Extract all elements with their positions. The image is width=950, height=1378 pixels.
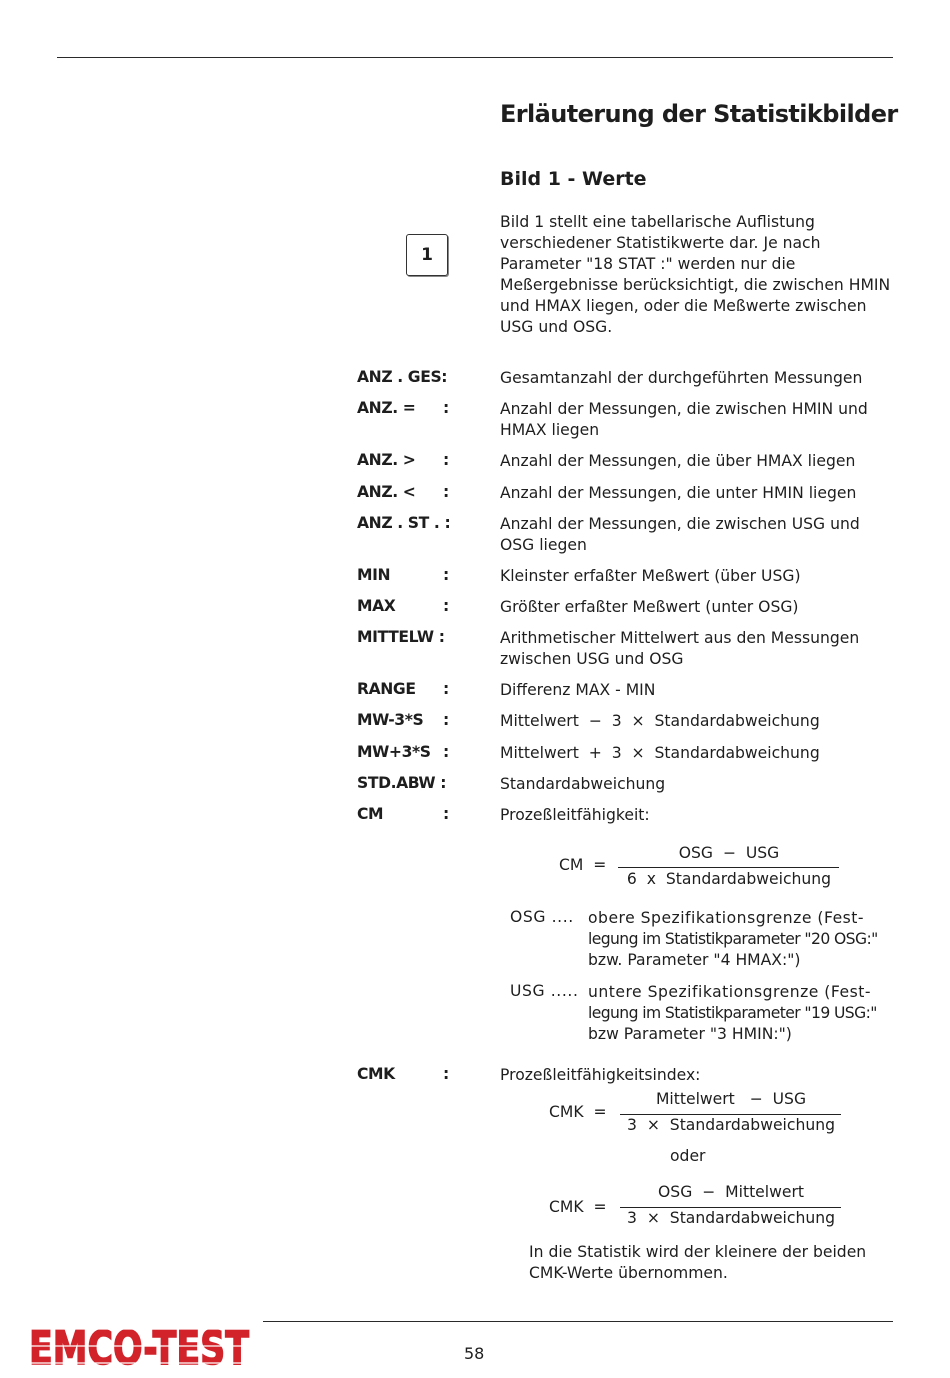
- def-term: RANGE: [357, 680, 416, 698]
- note-line: obere Spezifikationsgrenze (Fest-: [588, 909, 865, 927]
- intro-paragraph: Bild 1 stellt eine tabellarische Auflistung verschiedener Statistikwerte dar. Je nach Parameter "18 STAT :" werden nur die Meßergebnisse berücksichtigt, die zwischen HMIN und HMAX liegen, oder die Meßwerte zwischen USG und OSG.: [500, 213, 891, 336]
- page-title: Erläuterung der Statistikbilder: [500, 100, 898, 128]
- def-colon: :: [443, 1065, 450, 1083]
- softkey-1-button: [406, 234, 448, 276]
- page-number: 58: [464, 1344, 485, 1363]
- logo-graphic: [27, 1320, 251, 1375]
- def-text: Gesamtanzahl der durchgeführten Messungen: [500, 369, 863, 387]
- note-text: [588, 908, 895, 971]
- formula-lhs: CMK =: [549, 1103, 607, 1121]
- def-colon: :: [443, 566, 450, 584]
- fraction-bar: [620, 1207, 841, 1208]
- def-text: Anzahl der Messungen, die über HMAX liegen: [500, 452, 856, 470]
- or-label: oder: [670, 1147, 706, 1165]
- def-colon: :: [443, 743, 450, 761]
- top-rule: [57, 57, 893, 58]
- def-term: ANZ. >: [357, 451, 416, 469]
- def-term: MITTELW :: [357, 628, 445, 646]
- def-text: Arithmetischer Mittelwert aus den Messungen zwischen USG und OSG: [500, 629, 860, 668]
- def-term: STD.ABW :: [357, 774, 447, 792]
- def-text: Mittelwert + 3 × Standardabweichung: [500, 744, 820, 762]
- bottom-rule: [263, 1321, 893, 1322]
- def-colon: :: [443, 399, 450, 417]
- def-term: ANZ . GES:: [357, 368, 448, 386]
- formula-numerator: Mittelwert − USG: [655, 1090, 807, 1108]
- def-text: Kleinster erfaßter Meßwert (über USG): [500, 567, 801, 585]
- formula-numerator: OSG − Mittelwert: [658, 1183, 804, 1201]
- section-title: Bild 1 - Werte: [500, 168, 647, 190]
- note-text: [588, 982, 895, 1045]
- def-text: Anzahl der Messungen, die zwischen HMIN und HMAX liegen: [500, 400, 868, 439]
- formula-lhs: CM =: [559, 856, 607, 874]
- def-colon: :: [443, 680, 450, 698]
- fraction-bar: [620, 1114, 841, 1115]
- def-term: MW-3*S: [357, 711, 424, 729]
- def-colon: :: [443, 711, 450, 729]
- note-line: legung im Statistikparameter "19 USG:": [588, 1004, 877, 1022]
- def-term: ANZ. <: [357, 483, 416, 501]
- def-colon: :: [443, 805, 450, 823]
- def-text: Prozeßleitfähigkeitsindex:: [500, 1066, 701, 1084]
- def-colon: :: [443, 483, 450, 501]
- formula-denominator: 3 × Standardabweichung: [626, 1209, 835, 1227]
- def-term: MAX: [357, 597, 396, 615]
- def-term: MW+3*S: [357, 743, 431, 761]
- def-term: MIN: [357, 566, 391, 584]
- note-key: OSG ....: [510, 908, 574, 926]
- def-colon: :: [443, 597, 450, 615]
- svg-text:EMCO-TEST: EMCO-TEST: [29, 1321, 250, 1375]
- note-key: USG .....: [510, 982, 579, 1000]
- formula-numerator: OSG − USG: [678, 844, 780, 862]
- def-term: CM: [357, 805, 384, 823]
- formula-denominator: 6 x Standardabweichung: [626, 870, 832, 888]
- note-line: bzw Parameter "3 HMIN:"): [588, 1025, 792, 1043]
- formula-denominator: 3 × Standardabweichung: [626, 1116, 835, 1134]
- softkey-label: 1: [421, 245, 433, 265]
- note-line: bzw. Parameter "4 HMAX:"): [588, 951, 801, 969]
- def-text: Anzahl der Messungen, die unter HMIN liegen: [500, 484, 857, 502]
- def-text: Anzahl der Messungen, die zwischen USG und OSG liegen: [500, 515, 860, 554]
- cmk-note: In die Statistik wird der kleinere der beiden CMK-Werte übernommen.: [529, 1243, 867, 1282]
- def-text: Differenz MAX - MIN: [500, 681, 656, 699]
- formula-lhs: CMK =: [549, 1198, 607, 1216]
- def-text: Standardabweichung: [500, 775, 666, 793]
- def-text: Mittelwert − 3 × Standardabweichung: [500, 712, 820, 730]
- def-text: Größter erfaßter Meßwert (unter OSG): [500, 598, 799, 616]
- def-term: ANZ . ST . :: [357, 514, 451, 532]
- def-text: Prozeßleitfähigkeit:: [500, 806, 650, 824]
- note-line: untere Spezifikationsgrenze (Fest-: [588, 983, 871, 1001]
- emco-test-logo: [27, 1320, 251, 1375]
- def-term: CMK: [357, 1065, 395, 1083]
- note-line: legung im Statistikparameter "20 OSG:": [588, 930, 878, 948]
- def-colon: :: [443, 451, 450, 469]
- fraction-bar: [618, 867, 839, 868]
- def-term: ANZ. =: [357, 399, 416, 417]
